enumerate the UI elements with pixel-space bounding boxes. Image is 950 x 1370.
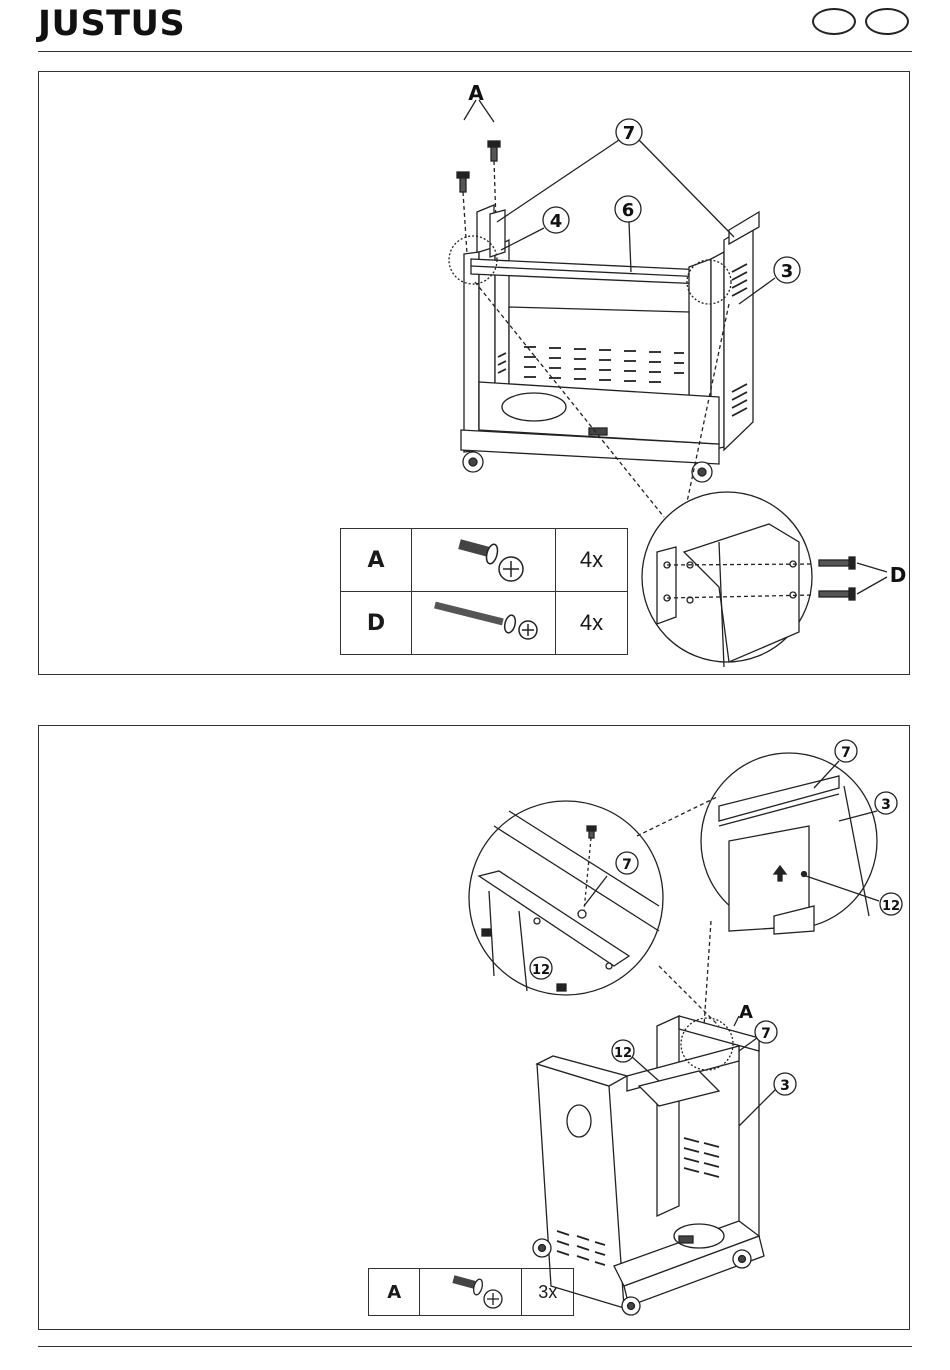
part-label-d: D (889, 563, 907, 587)
bolt-icon (819, 588, 855, 600)
part-label-a: A (739, 1002, 753, 1023)
wheel-icon (622, 1297, 640, 1315)
callout-7: 7 (622, 857, 632, 873)
bolt-icon (819, 557, 855, 569)
part-label-a: A (468, 81, 484, 105)
wheel-icon (733, 1250, 751, 1268)
wheel-icon (463, 452, 483, 472)
screw-icon (557, 984, 566, 991)
header-divider (38, 51, 912, 52)
part-quantity: 4x (556, 592, 628, 655)
assembly-step-1 (38, 71, 910, 675)
wheel-icon (533, 1239, 551, 1257)
part-letter: A (369, 1269, 420, 1316)
callout-7: 7 (841, 745, 851, 761)
callout-12: 12 (881, 899, 901, 914)
part-image-cell (412, 529, 556, 592)
parts-row (341, 529, 628, 592)
assembly-step-2 (38, 725, 910, 1330)
callout-6: 6 (621, 200, 635, 221)
language-flag-icon (865, 8, 909, 35)
part-image-cell (420, 1269, 522, 1316)
screw-icon (457, 172, 469, 192)
callout-12: 12 (613, 1046, 633, 1061)
screw-icon (431, 1270, 511, 1310)
parts-table-step-1 (340, 528, 628, 655)
part-quantity: 3x (522, 1269, 574, 1316)
callout-12: 12 (531, 963, 551, 978)
callout-3: 3 (780, 261, 794, 282)
callout-7: 7 (761, 1026, 771, 1042)
part-letter: D (341, 592, 412, 655)
language-flag-icon (812, 8, 856, 35)
callout-4: 4 (549, 211, 563, 232)
callout-3: 3 (881, 797, 891, 813)
page-header (0, 0, 950, 54)
screw-icon (482, 929, 491, 936)
parts-row (341, 592, 628, 655)
part-letter: A (341, 529, 412, 592)
callout-3: 3 (780, 1078, 790, 1094)
part-quantity: 4x (556, 529, 628, 592)
brand-logo: JUSTUS (38, 4, 186, 44)
step-2-illustration (39, 726, 911, 1331)
part-image-cell (412, 592, 556, 655)
bolt-icon (424, 596, 544, 646)
screw-icon (429, 533, 539, 583)
screw-icon (488, 141, 500, 161)
callout-7: 7 (622, 123, 636, 144)
parts-table-step-2 (368, 1268, 574, 1316)
parts-row (369, 1269, 574, 1316)
footer-divider (38, 1346, 912, 1347)
